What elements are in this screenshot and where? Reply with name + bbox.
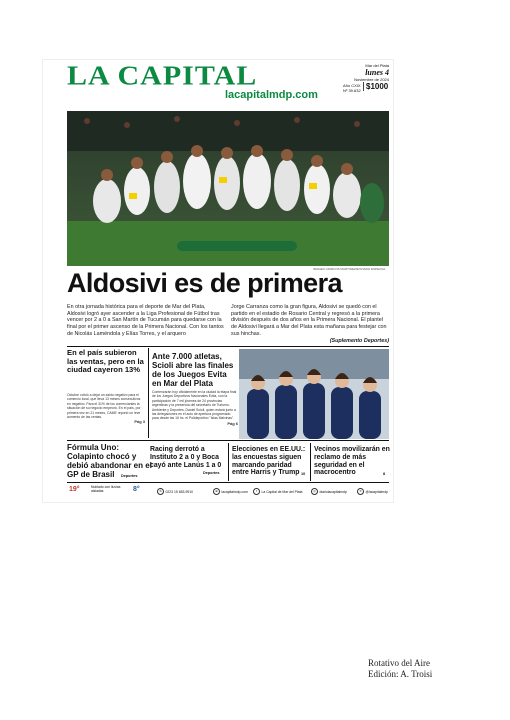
story-evita-page: Pág 6 [227, 420, 238, 426]
divider [310, 443, 311, 481]
evita-photo [239, 349, 389, 439]
story-evita-text: Comenzarán hoy oficialmente en la ciudad la etapa final de los Juegos Deportivos Nacionales Evita, con la participación de 7 mil jóvenes de 24 provincias argentinas y la presencia del secretario de Turismo, Ambiente y Deportes, Daniel Scioli, quien estará junto a las delegaciones en el acto de apertura programado para desde las 16 hs. el Polideportivo "Islas Malvinas". [152, 390, 237, 421]
newspaper-front-page [43, 60, 393, 502]
story-f1-section: Deportes [121, 474, 138, 478]
whatsapp-contact[interactable] [157, 488, 193, 495]
story-eeuu-page: 10 [301, 472, 306, 476]
divider [148, 348, 149, 438]
divider [228, 443, 229, 481]
forecast: Nublado con lluvias aisladas [91, 485, 121, 493]
issue-number: Nº 39.632 [343, 88, 361, 93]
credit-line-2: Edición: A. Troisi [368, 669, 433, 679]
lead-text-right [231, 304, 389, 344]
facebook-text: La Capital de Mar del Plata [261, 489, 303, 494]
athletes-image [239, 349, 389, 439]
footer-bar [67, 484, 389, 498]
facebook-icon: f [253, 488, 260, 495]
instagram-text: diariolacapitalmdp [319, 489, 347, 494]
date: Noviembre de 2024 [354, 77, 389, 82]
website-url: lacapitalmdp.com [225, 89, 318, 101]
temp-max: 19° [69, 486, 80, 493]
story-evita-body [152, 390, 238, 426]
web-text: lacapitalmdp.com [221, 489, 248, 494]
main-headline[interactable]: Aldosivi es de primera [67, 268, 342, 298]
whatsapp-number: 0223 15 683-9910 [165, 489, 194, 494]
year: Año CXIX [343, 83, 361, 88]
web-link[interactable] [213, 488, 248, 495]
globe-icon: ⊕ [213, 488, 220, 495]
divider [67, 440, 389, 441]
credit-line-1: Rotativo del Aire [368, 658, 430, 668]
story-ventas-title[interactable]: En el país subieron las ventas, pero en la ciudad cayeron 13% [67, 348, 144, 375]
x-link[interactable] [357, 488, 388, 495]
divider [67, 482, 389, 483]
edition-meta [343, 83, 363, 93]
story-racing-section: Deportes [203, 471, 220, 475]
lead-text-right-body: Jorge Carranza como la gran figura, Aldosivi se quedó con el partido en el estadio de Rosario Central y regresó a la primera división después de dos años en la Primera Nacional. El plantel de Aldosivi llegará a Mar del Plata esta mañana para festejar con sus hinchas. [231, 304, 387, 337]
whatsapp-icon: ✆ [157, 488, 164, 495]
facebook-link[interactable] [253, 488, 302, 495]
temp-min: 8° [133, 486, 140, 493]
price: $1000 [363, 82, 388, 91]
x-text: @lacapitalmdp [365, 489, 388, 494]
main-photo [67, 111, 389, 266]
x-icon: ✕ [357, 488, 364, 495]
newspaper-logo: LA CAPITAL [67, 61, 258, 91]
story-f1-title[interactable]: Fórmula Uno: Colapinto chocó y debió abandonar en el GP de Brasil [67, 443, 152, 479]
weekday: lunes 4 [365, 68, 389, 77]
story-ventas-body [67, 393, 145, 425]
instagram-link[interactable] [311, 488, 347, 495]
story-vecinos-title[interactable]: Vecinos movilizarán en reclamo de más seguridad en el macrocentro [314, 446, 390, 477]
team-celebration-image [67, 111, 389, 266]
story-eeuu-title[interactable]: Elecciones en EE.UU.: las encuestas siguen marcando paridad entre Harris y Trump [232, 446, 306, 477]
lead-section-ref: (Suplemento Deportes) [329, 337, 389, 344]
divider [67, 346, 389, 347]
story-evita-title[interactable]: Ante 7.000 atletas, Scioli abre las finales de los Juegos Evita en Mar del Plata [152, 352, 234, 388]
story-vecinos-page: 8 [383, 472, 386, 476]
instagram-icon: ◎ [311, 488, 318, 495]
story-ventas-text: Octubre volvió a dejar un saldo negativo para el comercio local, que lleva 13 meses consecutivos en negativo. Para el 31% de los comerciantes la situación de su negocio empeoró. En el país, por primera vez en 21 meses, CAME reportó un leve aumento de las ventas. [67, 393, 141, 420]
lead-text-left: En otra jornada histórica para el deporte de Mar del Plata, Aldosivi logró ayer ascender a la Liga Profesional de Fútbol tras vencer por 2 a 0 a San Martín de Tucumán para quedarse con la final por el primer ascenso de la Primera Nacional. Con los tantos de Nicolás Laméndola y Elías Torres, y el arquero [67, 304, 224, 337]
masthead [43, 60, 393, 108]
story-ventas-page: Pág 3 [134, 419, 145, 425]
city: Mar del Plata [365, 63, 389, 68]
page-credits [368, 658, 432, 680]
photo-credit: IMAGEN: MARCOS MARTINEZ/ENVIADO ESPECIAL [313, 267, 386, 271]
story-racing-title[interactable]: Racing derrotó a Instituto 2 a 0 y Boca cayó ante Lanús 1 a 0 [150, 446, 222, 469]
